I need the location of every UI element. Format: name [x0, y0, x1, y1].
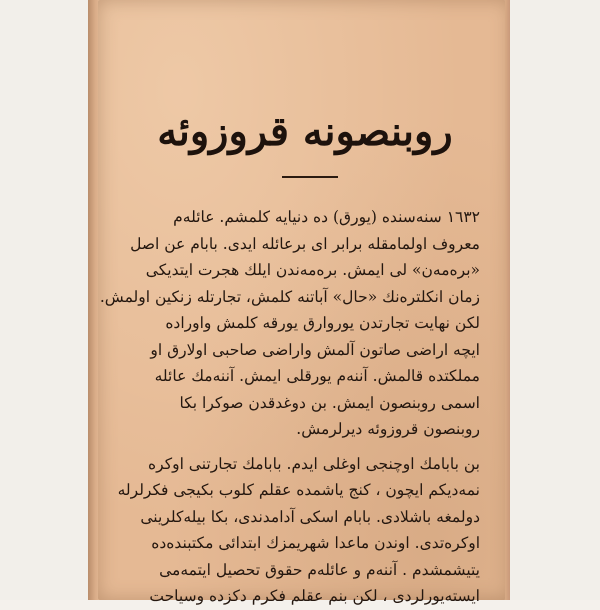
text-line: لكن نهايت تجارتدن يوروارق يورقه كلمش واوراده: [165, 314, 480, 332]
text-line: اوكره‌تدى. اوندن ماعدا شهريمزك ابتدائى مكتبنده‌ده: [151, 534, 480, 552]
text-line: روبنصون قروزوئه ديرلرمش.: [296, 420, 480, 438]
paragraph: [99, 204, 480, 443]
text-line: ١٦٣٢ سنه‌سنده (يورق) ده دنيايه كلمشم. عائلەم: [173, 208, 480, 226]
text-line: يتيشمشدم . آننەم و عائلەم حقوق تحصيل ايتمەمى: [159, 560, 480, 579]
text-line: زمان انكلتره‌نك «حال» آباتنه كلمش، تجارتله زنكين اولمش.: [99, 287, 480, 306]
text-line: بن بابامك اوچنجى اوغلى ايدم. بابامك تجارتنى اوكره: [148, 454, 480, 473]
text-line: معروف اولمامقله برابر اى برعائله ايدى. بابام عن اصل: [130, 234, 480, 253]
text-line: مملكتده قالمش. آننەم يورقلى ايمش. آننەمك عائله: [154, 367, 480, 385]
paragraph: [117, 451, 480, 610]
page-body: [99, 204, 480, 610]
title-divider: [282, 176, 338, 178]
text-line: دولمغه باشلادى. بابام اسكى آدامدندى، بكا بيله‌كلرينى: [140, 507, 480, 526]
chapter-title: روبنصونه قروزوئه: [157, 108, 453, 155]
text-line: نمه‌ديكم ايچون ، كنج ياشمده عقلم كلوب بكيجى فكرلرله: [117, 481, 480, 499]
page-edge: [505, 0, 510, 600]
text-line: ايچه اراضى صاتون آلمش واراضى صاحبى اولارق او: [150, 340, 480, 359]
text-line: اسمى روبنصون ايمش. بن دوغدقدن صوكرا بكا: [179, 393, 480, 412]
text-line: «برەمەن» لى ايمش. برەمەندن ايلك هجرت ايتديكى: [145, 261, 480, 279]
text-line: ايستەيورلردى ، لكن بنم عقلم فكرم دكزده وسياحت: [149, 587, 480, 605]
